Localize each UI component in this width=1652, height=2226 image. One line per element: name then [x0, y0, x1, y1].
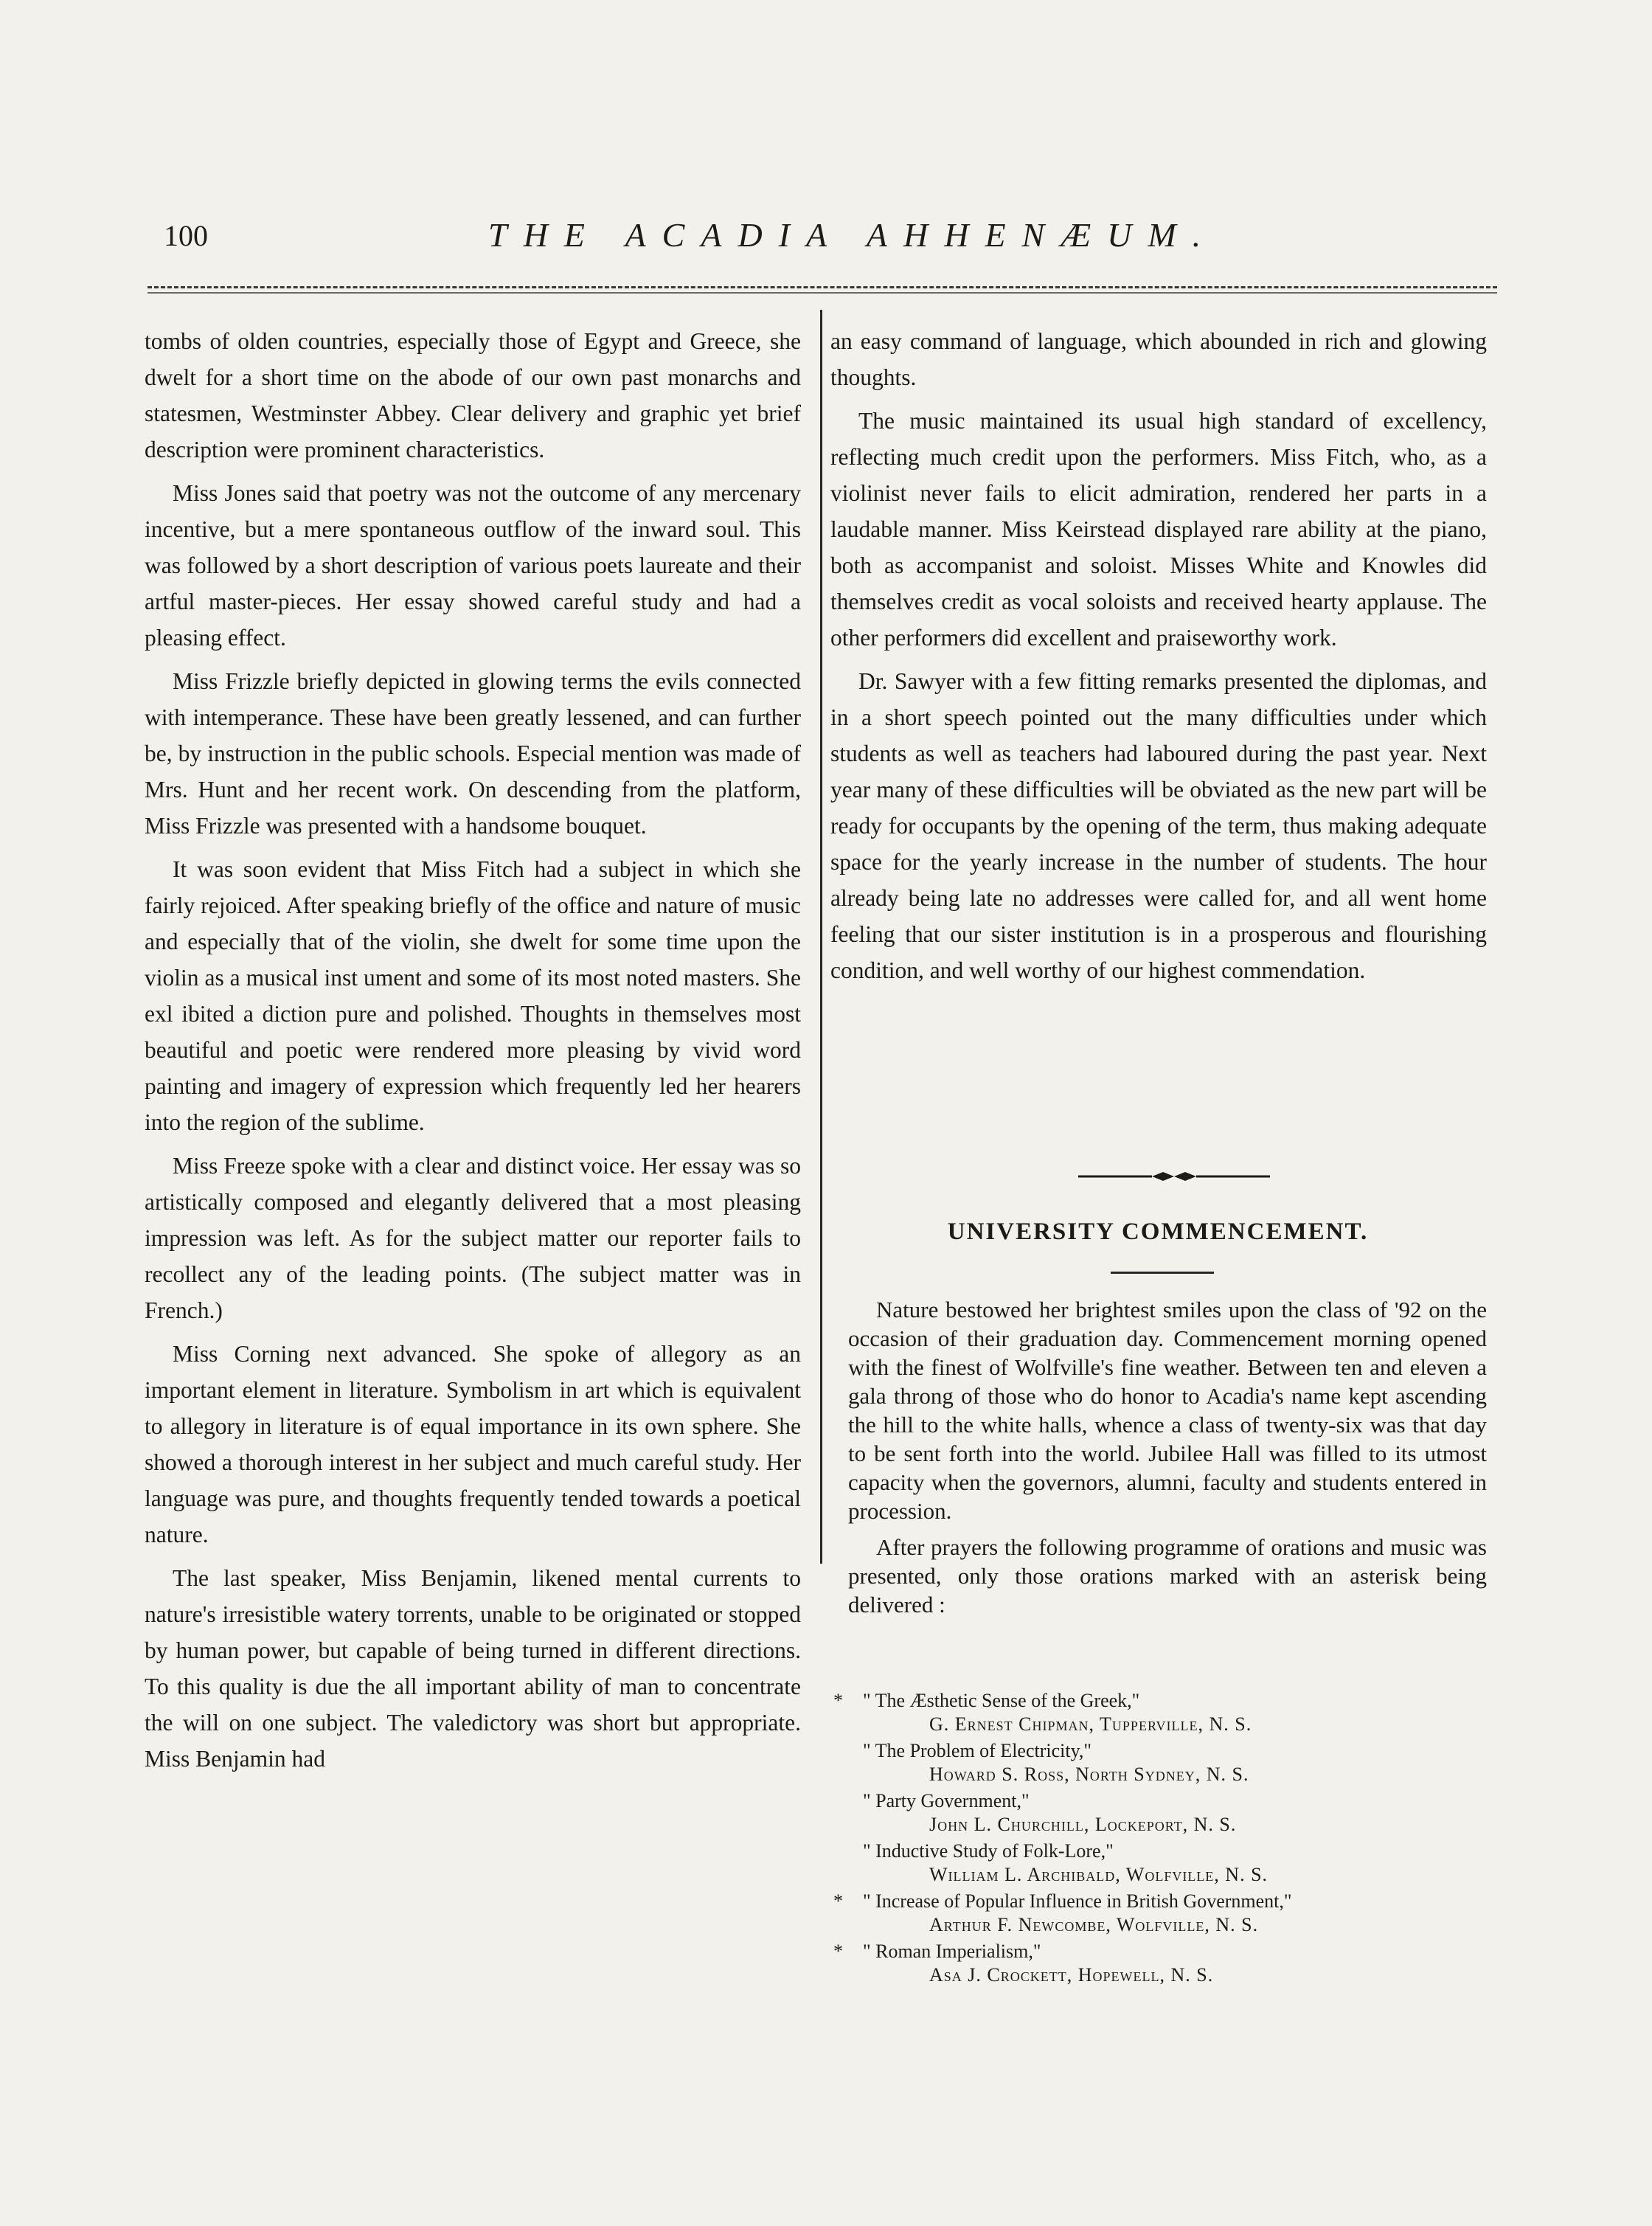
asterisk-mark: *	[833, 1690, 843, 1711]
programme-item	[833, 1739, 1497, 1786]
programme-item	[833, 1689, 1497, 1736]
right-column-top	[830, 323, 1487, 996]
ornament-divider-icon	[1078, 1165, 1270, 1187]
programme-item	[833, 1890, 1497, 1937]
oration-title: " Increase of Popular Influence in British Government,"	[863, 1890, 1292, 1912]
left-column	[145, 323, 801, 1784]
page-number: 100	[164, 219, 208, 252]
oration-speaker: Asa J. Crockett, Hopewell, N. S.	[929, 1964, 1214, 1986]
page-header	[164, 218, 1484, 263]
journal-title: THE ACADIA AHHENÆUM.	[488, 216, 1218, 254]
paragraph: Miss Jones said that poetry was not the outcome of any mercenary incentive, but a mere spontaneous outflow of the inward soul. This was followed by a short description of various poets laureate and their artful master-pieces. Her essay showed careful study and had a pleasing effect.	[145, 480, 801, 651]
oration-speaker: Arthur F. Newcombe, Wolfville, N. S.	[929, 1914, 1259, 1935]
oration-title: " The Problem of Electricity,"	[863, 1740, 1092, 1761]
asterisk-mark: *	[833, 1890, 843, 1912]
section-title: UNIVERSITY COMMENCEMENT.	[947, 1218, 1369, 1245]
oration-speaker: William L. Archibald, Wolfville, N. S.	[929, 1864, 1268, 1885]
asterisk-mark: *	[833, 1941, 843, 1962]
header-rule	[148, 286, 1497, 288]
paragraph: The last speaker, Miss Benjamin, likened mental currents to nature's irresistible watery torrents, unable to be originated or stopped by human power, but capable of being turned in different directions. To this quality is due the all important ability of man to concentrate the will on one subject. The valedictory was short but appropriate. Miss Benjamin had	[145, 1565, 801, 1772]
paragraph: Miss Corning next advanced. She spoke of allegory as an important element in literature. Symbolism in art which is equivalent to allegory in literature is of equal importance in its own sphere. She showed a thorough interest in her subject and much careful study. Her language was pure, and thoughts frequently tended towards a poetical nature.	[145, 1341, 801, 1547]
paragraph: tombs of olden countries, especially those of Egypt and Greece, she dwelt for a short time on the abode of our own past monarchs and statesmen, Westminster Abbey. Clear delivery and graphic yet brief description were prominent characteristics.	[145, 328, 801, 462]
paragraph: The music maintained its usual high standard of excellency, reflecting much credit upon the performers. Miss Fitch, who, as a violinist never fails to elicit admiration, rendered her parts in a laudable manner. Miss Keirstead displayed rare ability at the piano, both as accompanist and soloist. Misses White and Knowles did themselves credit as vocal soloists and received hearty applause. The other performers did excellent and praiseworthy work.	[830, 408, 1487, 651]
programme-item	[833, 1789, 1497, 1837]
oration-speaker: Howard S. Ross, North Sydney, N. S.	[929, 1764, 1249, 1785]
oration-title: " Inductive Study of Folk-Lore,"	[863, 1840, 1114, 1862]
paragraph: Miss Freeze spoke with a clear and distinct voice. Her essay was so artistically composed and elegantly delivered that a most pleasing impression was left. As for the subject matter our reporter fails to recollect any of the leading points. (The subject matter was in French.)	[145, 1153, 801, 1323]
paragraph: an easy command of language, which abounded in rich and glowing thoughts.	[830, 328, 1487, 390]
section-rule	[1111, 1272, 1214, 1274]
oration-title: " Roman Imperialism,"	[863, 1941, 1041, 1962]
header-rule-secondary	[148, 292, 1497, 294]
paragraph: After prayers the following programme of orations and music was presented, only those orations marked with an asterisk being delivered :	[848, 1534, 1487, 1618]
programme-item	[833, 1940, 1497, 1987]
paragraph: It was soon evident that Miss Fitch had a subject in which she fairly rejoiced. After speaking briefly of the office and nature of music and especially that of the violin, she dwelt for some time upon the violin as a musical inst ument and some of its most noted masters. She exl ibited a diction pure and polished. Thoughts in themselves most beautiful and poetic were rendered more pleasing by vivid word painting and imagery of expression which frequently led her hearers into the region of the sublime.	[145, 856, 801, 1135]
programme-list	[833, 1689, 1497, 1990]
right-column-bottom	[848, 1295, 1487, 1626]
paragraph: Nature bestowed her brightest smiles upon the class of '92 on the occasion of their graduation day. Commencement morning opened with the finest of Wolfville's fine weather. Between ten and eleven a gala throng of those who do honor to Acadia's name kept ascending the hill to the white halls, whence a class of twenty-six was that day to be sent forth into the world. Jubilee Hall was filled to its utmost capacity when the governors, alumni, faculty and students entered in procession.	[848, 1297, 1487, 1524]
paragraph: Miss Frizzle briefly depicted in glowing terms the evils connected with intemperance. These have been greatly lessened, and can further be, by instruction in the public schools. Especial mention was made of Mrs. Hunt and her recent work. On descending from the platform, Miss Frizzle was presented with a handsome bouquet.	[145, 668, 801, 839]
oration-speaker: John L. Churchill, Lockeport, N. S.	[929, 1814, 1237, 1835]
oration-speaker: G. Ernest Chipman, Tupperville, N. S.	[929, 1713, 1252, 1735]
oration-title: " Party Government,"	[863, 1790, 1030, 1811]
programme-item	[833, 1840, 1497, 1887]
paragraph: Dr. Sawyer with a few fitting remarks presented the diplomas, and in a short speech pointed out the many difficulties under which students as well as teachers had laboured during the past year. Next year many of these difficulties will be obviated as the new part will be ready for occupants by the opening of the term, thus making adequate space for the yearly increase in the number of students. The hour already being late no addresses were called for, and all went home feeling that our sister institution is in a prosperous and flourishing condition, and well worthy of our highest commendation.	[830, 668, 1487, 983]
column-divider	[820, 310, 822, 1564]
oration-title: " The Æsthetic Sense of the Greek,"	[863, 1690, 1140, 1711]
